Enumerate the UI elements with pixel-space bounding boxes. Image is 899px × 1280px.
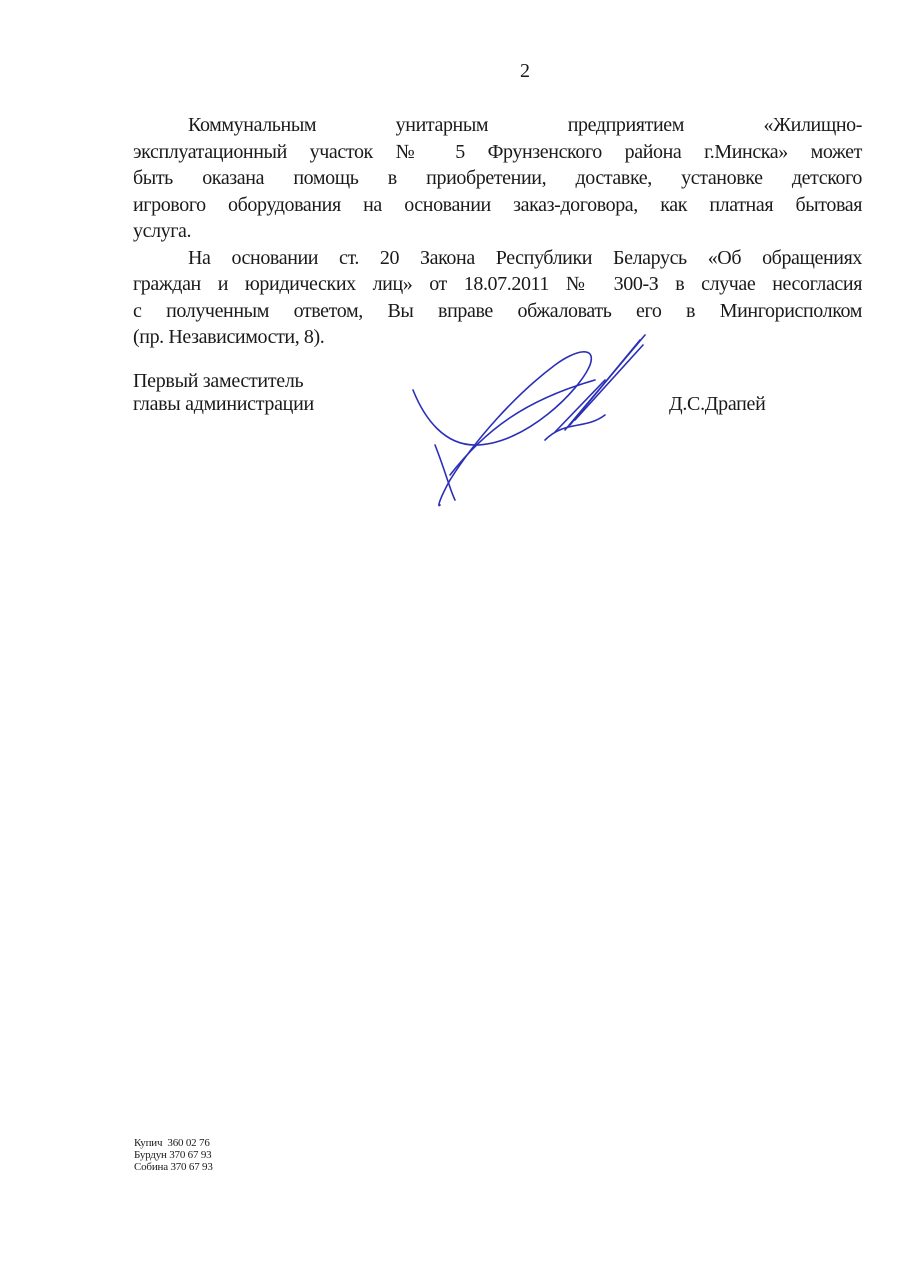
contacts-footer	[134, 1137, 213, 1173]
text-line: На основании ст. 20 Закона Республики Беларусь «Об обращениях	[188, 246, 862, 269]
contact-line: Собина 370 67 93	[134, 1161, 213, 1173]
signatory-name: Д.С.Драпей	[669, 393, 766, 415]
text-line: с полученным ответом, Вы вправе обжаловать его в Мингорисполком	[133, 299, 862, 322]
signatory-title-line: главы администрации	[133, 393, 314, 415]
letter-body	[133, 112, 862, 351]
contact-line: Бурдун 370 67 93	[134, 1149, 212, 1161]
page-number: 2	[520, 60, 530, 82]
signatory-title	[133, 370, 314, 416]
text-line: (пр. Независимости, 8).	[133, 326, 325, 348]
text-line: Коммунальным унитарным предприятием «Жилищно-	[188, 114, 862, 136]
text-line: быть оказана помощь в приобретении, доставке, установке детского	[133, 167, 862, 189]
signatory-title-line: Первый заместитель	[133, 370, 304, 392]
contact-line: Купич 360 02 76	[134, 1137, 210, 1149]
text-line: эксплуатационный участок № 5 Фрунзенского района г.Минска» может	[133, 140, 862, 163]
handwritten-signature	[405, 320, 665, 520]
text-line: услуга.	[133, 220, 192, 242]
text-line: игрового оборудования на основании заказ-договора, как платная бытовая	[133, 193, 862, 216]
text-line: граждан и юридических лиц» от 18.07.2011 № 300-З в случае несогласия	[133, 273, 862, 295]
